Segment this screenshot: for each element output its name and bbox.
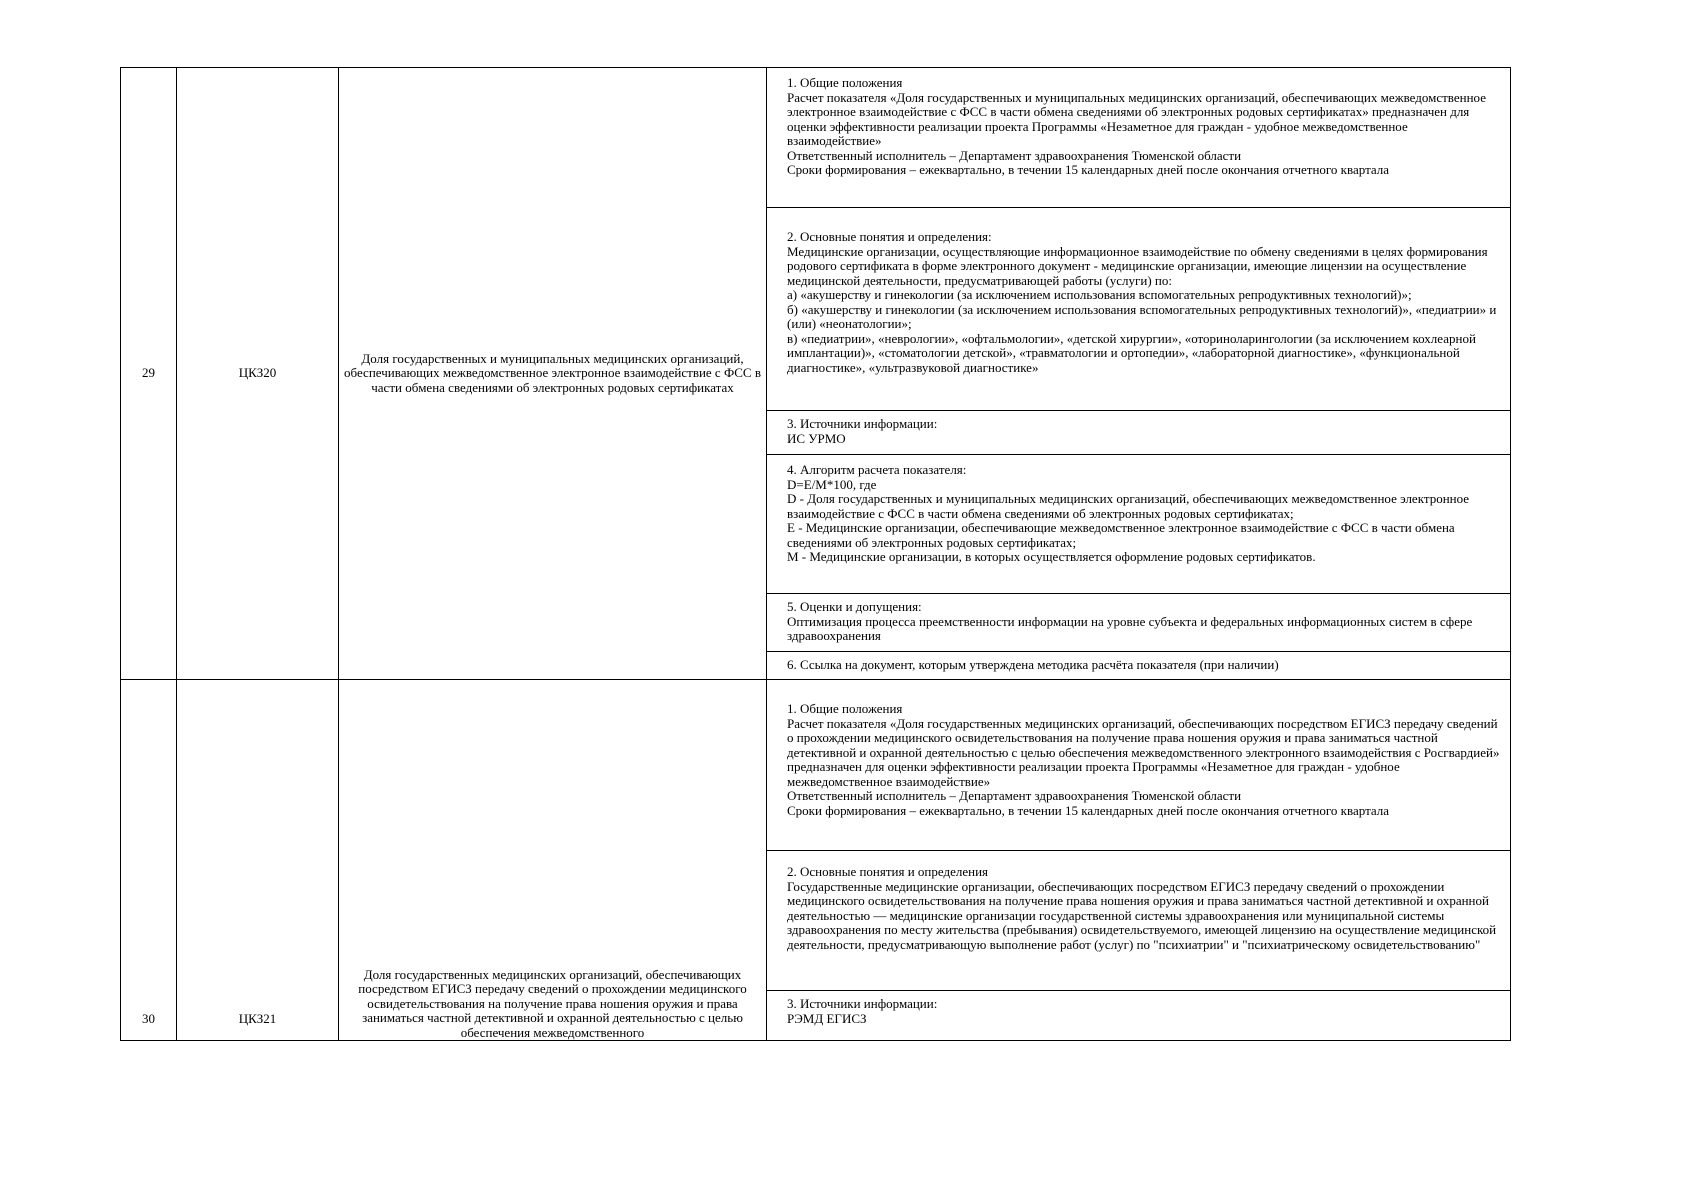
row-number: 30 [121,680,177,1041]
section-line: 1. Общие положения [787,701,903,716]
section-line: Сроки формирования – ежеквартально, в течении 15 календарных дней после окончания отчетного квартала [787,162,1390,177]
section-algorithm [767,455,1511,594]
section-line: 6. Ссылка на документ, которым утверждена методика расчёта показателя (при наличии) [787,657,1279,672]
section-line: 3. Источники информации: [787,996,938,1011]
section-line: Расчет показателя «Доля государственных медицинских организаций, обеспечивающих посредством ЕГИСЗ передачу сведений о прохождении медицинского освидетельствования на получение права ношения оружия и права заниматься частной детективной и охранной деятельностью с целью обеспечения межведомственного электронного взаимодействия с Росгвардией» предназначен для оценки эффективности реализации проекта Программы «Незаметное для граждан - удобное межведомственное взаимодействие» [787,715,1500,789]
table-row [121,68,1511,208]
section-line: Ответственный исполнитель – Департамент здравоохранения Тюменской области [787,788,1242,803]
section-document-link [767,652,1511,680]
row-number: 29 [121,68,177,680]
section-line: Государственные медицинские организации, обеспечивающих посредством ЕГИСЗ передачу сведений о прохождении медицинского освидетельствования на получение права ношения оружия и права заниматься частной детективной и охранной деятельностью — медицинские организации государственной системы здравоохранения или муниципальной системы здравоохранения по месту жительства (пребывания) освидетельствуемого, имеющей лицензию на осуществление медицинской деятельности, предусматривающую выполнение работ (услуг) по "психиатрии" и "психиатрическому освидетельствованию" [787,878,1497,952]
section-line: Медицинские организации, осуществляющие информационное взаимодействие по обмену сведениями в целях формирования родового сертификата в форме электронного документ - медицинские организации, имеющие лицензии на осуществление медицинской деятельности, предусматривающей работы (услуги) по: [787,243,1488,288]
table-row [121,680,1511,851]
section-line: ИС УРМО [787,430,846,446]
section-line: 4. Алгоритм расчета показателя: [787,462,967,477]
section-line: D=E/M*100, где [787,476,877,492]
indicator-name: Доля государственных медицинских организаций, обеспечивающих посредством ЕГИСЗ передачу сведений о прохождении медицинского освидетельствования на получение права ношения оружия и права заниматься частной детективной и охранной деятельностью с целью обеспечения межведомственного [339,680,767,1041]
section-line: Расчет показателя «Доля государственных и муниципальных медицинских организаций, обеспечивающих межведомственное электронное взаимодействие с ФСС в части обмена сведениями об электронных родовых сертификатах» предназначен для оценки эффективности реализации проекта Программы «Незаметное для граждан - удобное межведомственное взаимодействие» [787,89,1486,148]
section-line: 5. Оценки и допущения: [787,599,922,614]
indicator-name: Доля государственных и муниципальных медицинских организаций, обеспечивающих межведомственное электронное взаимодействие с ФСС в части обмена сведениями об электронных родовых сертификатах [339,68,767,680]
section-line: в) «педиатрии», «неврологии», «офтальмологии», «детской хирургии», «оториноларингологии (за исключением кохлеарной имплантации)», «стоматологии детской», «травматологии и ортопедии», «лабораторной диагностике», «функциональной диагностике», «ультразвуковой диагностике» [787,330,1476,375]
section-definitions [767,851,1511,991]
section-line: 3. Источники информации: [787,416,938,431]
section-line: Ответственный исполнитель – Департамент здравоохранения Тюменской области [787,147,1242,163]
section-line: РЭМД ЕГИСЗ [787,1010,867,1026]
section-line: а) «акушерству и гинекологии (за исключением использования вспомогательных репродуктивных технологий)»; [787,287,1412,302]
section-sources [767,991,1511,1041]
section-line: Оптимизация процесса преемственности информации на уровне субъекта и федеральных информационных систем в сфере здравоохранения [787,613,1473,643]
section-line: 1. Общие положения [787,75,903,90]
section-line: б) «акушерству и гинекологии (за исключением использования вспомогательных репродуктивных технологий)», «педиатрии» и (или) «неонатологии»; [787,301,1497,331]
section-assumptions [767,594,1511,652]
indicator-code: ЦКЗ20 [177,68,339,680]
section-line: M - Медицинские организации, в которых осуществляется оформление родовых сертификатов. [787,549,1316,564]
section-line: E - Медицинские организации, обеспечивающие межведомственное электронное взаимодействие с ФСС в части обмена сведениями об электронных родовых сертификатах; [787,520,1455,550]
indicators-table [120,67,1511,1041]
section-line: 2. Основные понятия и определения: [787,229,992,244]
section-line: Сроки формирования – ежеквартально, в течении 15 календарных дней после окончания отчетного квартала [787,802,1390,818]
section-general [767,680,1511,851]
indicator-code: ЦКЗ21 [177,680,339,1041]
section-line: 2. Основные понятия и определения [787,864,989,879]
section-general [767,68,1511,208]
section-line: D - Доля государственных и муниципальных медицинских организаций, обеспечивающих межведомственное электронное взаимодействие с ФСС в части обмена сведениями об электронных родовых сертификатах; [787,491,1470,521]
section-sources [767,411,1511,455]
section-definitions [767,208,1511,411]
